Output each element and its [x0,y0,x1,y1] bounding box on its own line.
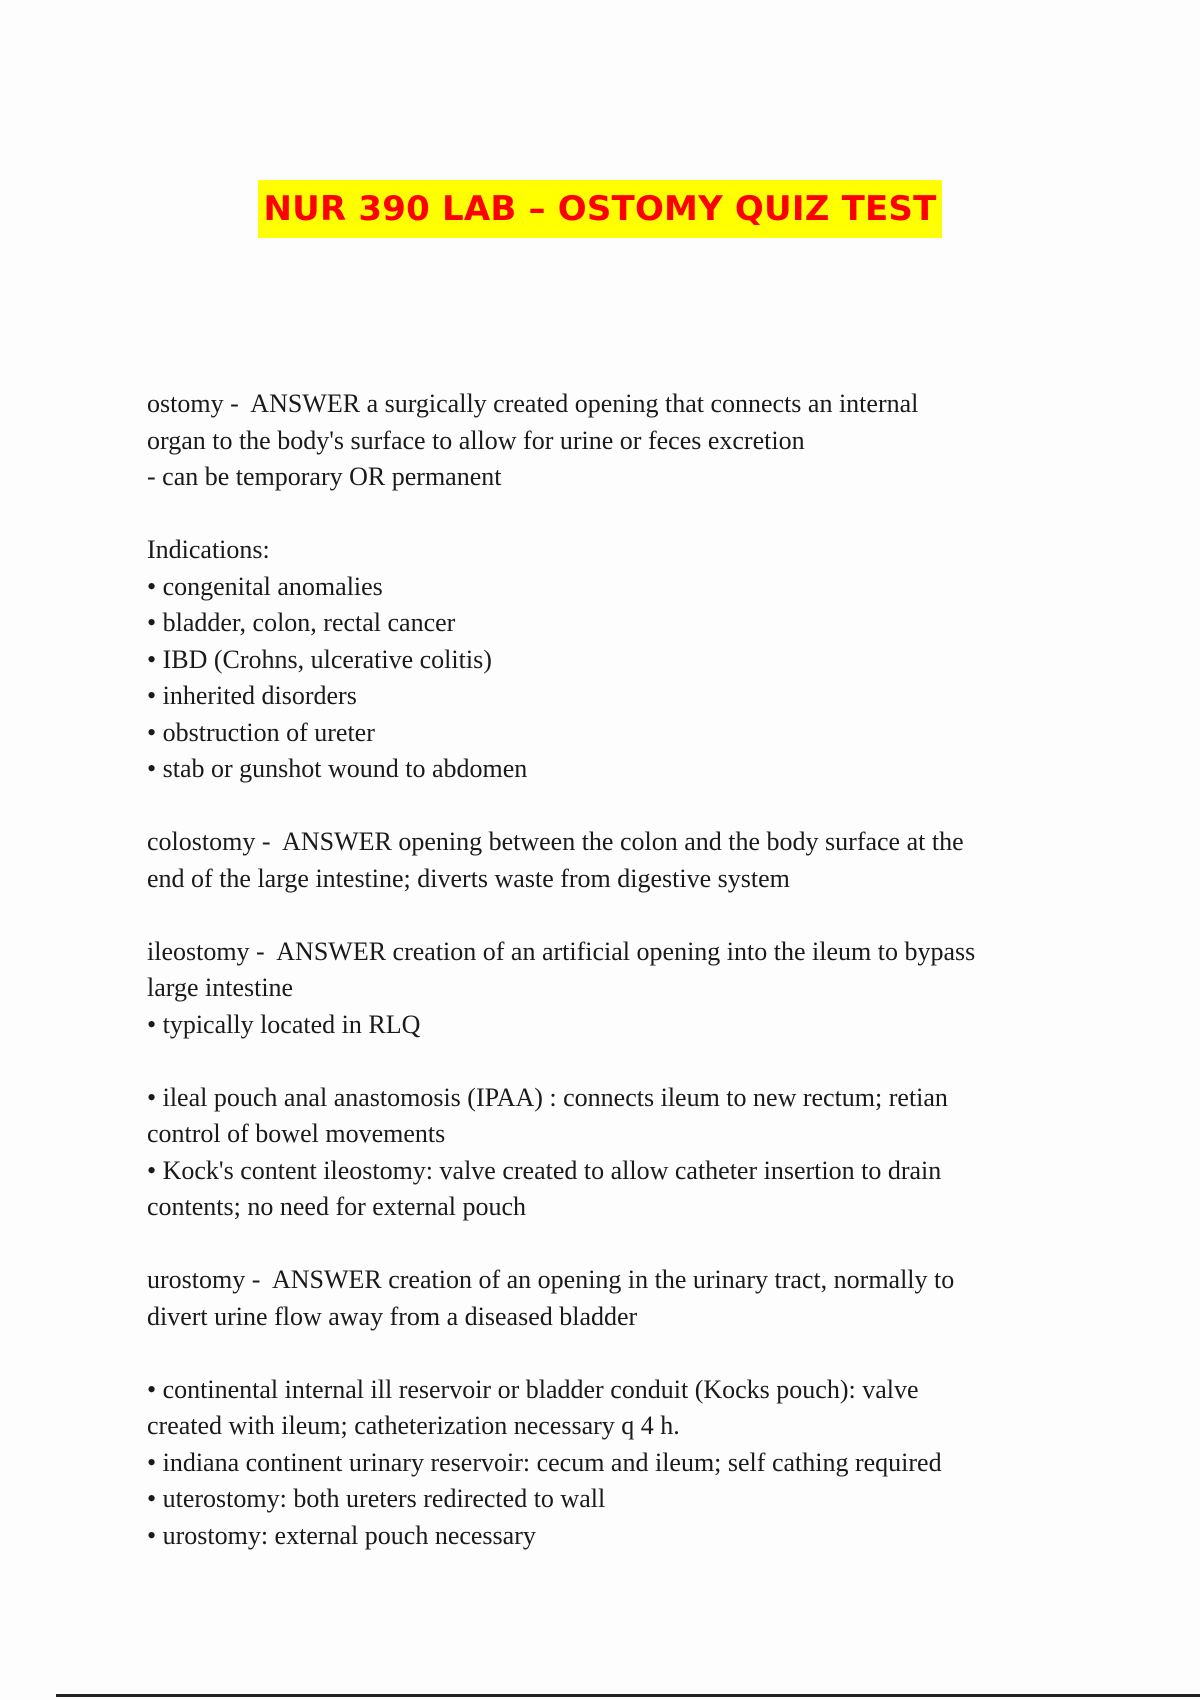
indications-list [147,532,1077,788]
list-item: • bladder, colon, rectal cancer [147,608,456,637]
text-line: end of the large intestine; diverts waste from digestive system [147,863,790,893]
list-item: • stab or gunshot wound to abdomen [147,754,528,783]
list-item: • ileal pouch anal anastomosis (IPAA) : connects ileum to new rectum; retian [147,1082,948,1112]
urostomy-types [147,1372,1077,1555]
text-line: ileostomy - ANSWER creation of an artificial opening into the ileum to bypass [147,936,976,966]
text-line: ostomy - ANSWER a surgically created opening that connects an internal [147,389,919,418]
list-item: • typically located in RLQ [147,1009,421,1039]
text-line: colostomy - ANSWER opening between the colon and the body surface at the [147,827,964,856]
text-line: large intestine [147,973,294,1002]
text-line: - can be temporary OR permanent [147,462,502,491]
ostomy-definition [147,386,1077,496]
text-line: organ to the body's surface to allow for urine or feces excretion [147,425,805,455]
list-item: • inherited disorders [147,681,357,710]
document-title: NUR 390 LAB – OSTOMY QUIZ TEST [258,180,943,238]
list-item: • IBD (Crohns, ulcerative colitis) [147,644,492,674]
list-item: • indiana continent urinary reservoir: cecum and ileum; self cathing required [147,1447,942,1477]
ileostomy-types [147,1080,1077,1226]
urostomy-definition [147,1262,1077,1335]
text-line: urostomy - ANSWER creation of an opening in the urinary tract, normally to [147,1265,955,1294]
text-line: divert urine flow away from a diseased bladder [147,1301,638,1331]
list-item: • continental internal ill reservoir or bladder conduit (Kocks pouch): valve [147,1374,919,1404]
colostomy-definition [147,824,1077,897]
text-line: contents; no need for external pouch [147,1192,527,1221]
list-item: • uterostomy: both ureters redirected to wall [147,1484,606,1513]
list-item: • urostomy: external pouch necessary [147,1520,536,1550]
list-item: • congenital anomalies [147,571,383,601]
list-item: • obstruction of ureter [147,717,375,747]
title-wrap [0,180,1200,238]
ileostomy-definition [147,934,1077,1044]
indications-heading: Indications: [147,535,270,564]
text-line: control of bowel movements [147,1119,446,1148]
list-item: • Kock's content ileostomy: valve created to allow catheter insertion to drain [147,1155,942,1185]
text-line: created with ileum; catheterization necessary q 4 h. [147,1411,680,1440]
page-bottom-divider [56,1694,1200,1697]
document-body [147,386,1077,1591]
